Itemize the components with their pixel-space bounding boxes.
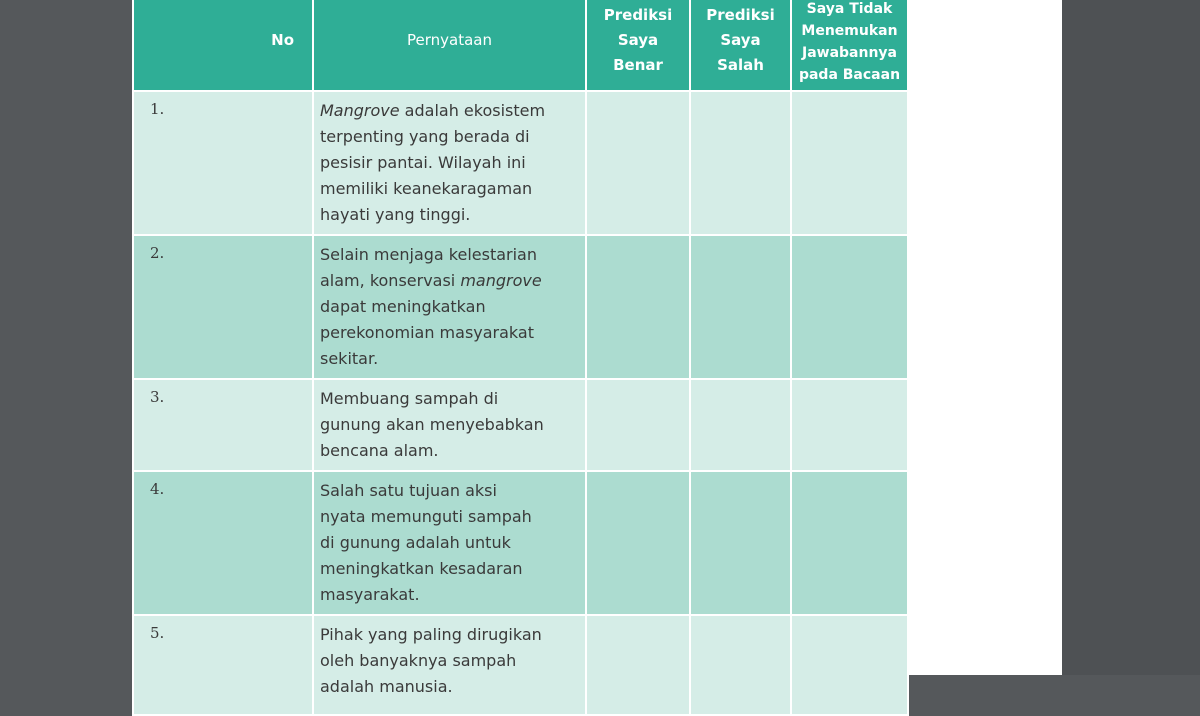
answer-cell-false[interactable] [690,471,791,615]
statement-text [313,91,586,235]
answer-cell-true[interactable] [586,379,690,471]
table-row [133,615,908,715]
table-row [133,379,908,471]
row-number: 1. [133,91,313,235]
header-not-found: Saya Tidak Menemukan Jawabannya pada Bacaan [791,0,908,91]
answer-cell-true[interactable] [586,615,690,715]
answer-cell-not-found[interactable] [791,379,908,471]
viewer-background [1062,0,1200,675]
header-predict-false: Prediksi Saya Salah [690,0,791,91]
header-no: No [133,0,313,91]
answer-cell-true[interactable] [586,235,690,379]
statement-italic-term: Mangrove [320,101,400,120]
table-body [133,91,908,715]
statement-text [313,615,586,715]
statement-fragment: adalah ekosistem terpenting yang berada di pesisir pantai. Wilayah ini memiliki keanekaragaman hayati yang tinggi. [320,101,546,224]
answer-cell-not-found[interactable] [791,91,908,235]
statement-text [313,235,586,379]
row-number: 2. [133,235,313,379]
answer-cell-false[interactable] [690,235,791,379]
table-header-row [133,0,908,91]
table-row [133,91,908,235]
table-row [133,235,908,379]
row-number: 4. [133,471,313,615]
statement-fragment: Pihak yang paling dirugikan oleh banyaknya sampah adalah manusia. [320,625,542,696]
prediction-table [132,0,909,716]
answer-cell-true[interactable] [586,91,690,235]
statement-text [313,471,586,615]
statement-italic-term: mangrove [460,271,542,290]
row-number: 3. [133,379,313,471]
answer-cell-not-found[interactable] [791,235,908,379]
answer-cell-not-found[interactable] [791,471,908,615]
row-number: 5. [133,615,313,715]
answer-cell-not-found[interactable] [791,615,908,715]
statement-fragment: dapat meningkatkan perekonomian masyarakat sekitar. [320,297,534,368]
header-statement: Pernyataan [313,0,586,91]
header-predict-true: Prediksi Saya Benar [586,0,690,91]
statement-fragment: Membuang sampah di gunung akan menyebabkan bencana alam. [320,389,544,460]
table-row [133,471,908,615]
answer-cell-false[interactable] [690,91,791,235]
statement-fragment: Selain menjaga kelestarian alam, konservasi [320,245,537,290]
answer-cell-false[interactable] [690,379,791,471]
statement-text [313,379,586,471]
answer-cell-true[interactable] [586,471,690,615]
answer-cell-false[interactable] [690,615,791,715]
statement-fragment: Salah satu tujuan aksi nyata memunguti sampah di gunung adalah untuk meningkatkan kesadaran masyarakat. [320,481,532,604]
